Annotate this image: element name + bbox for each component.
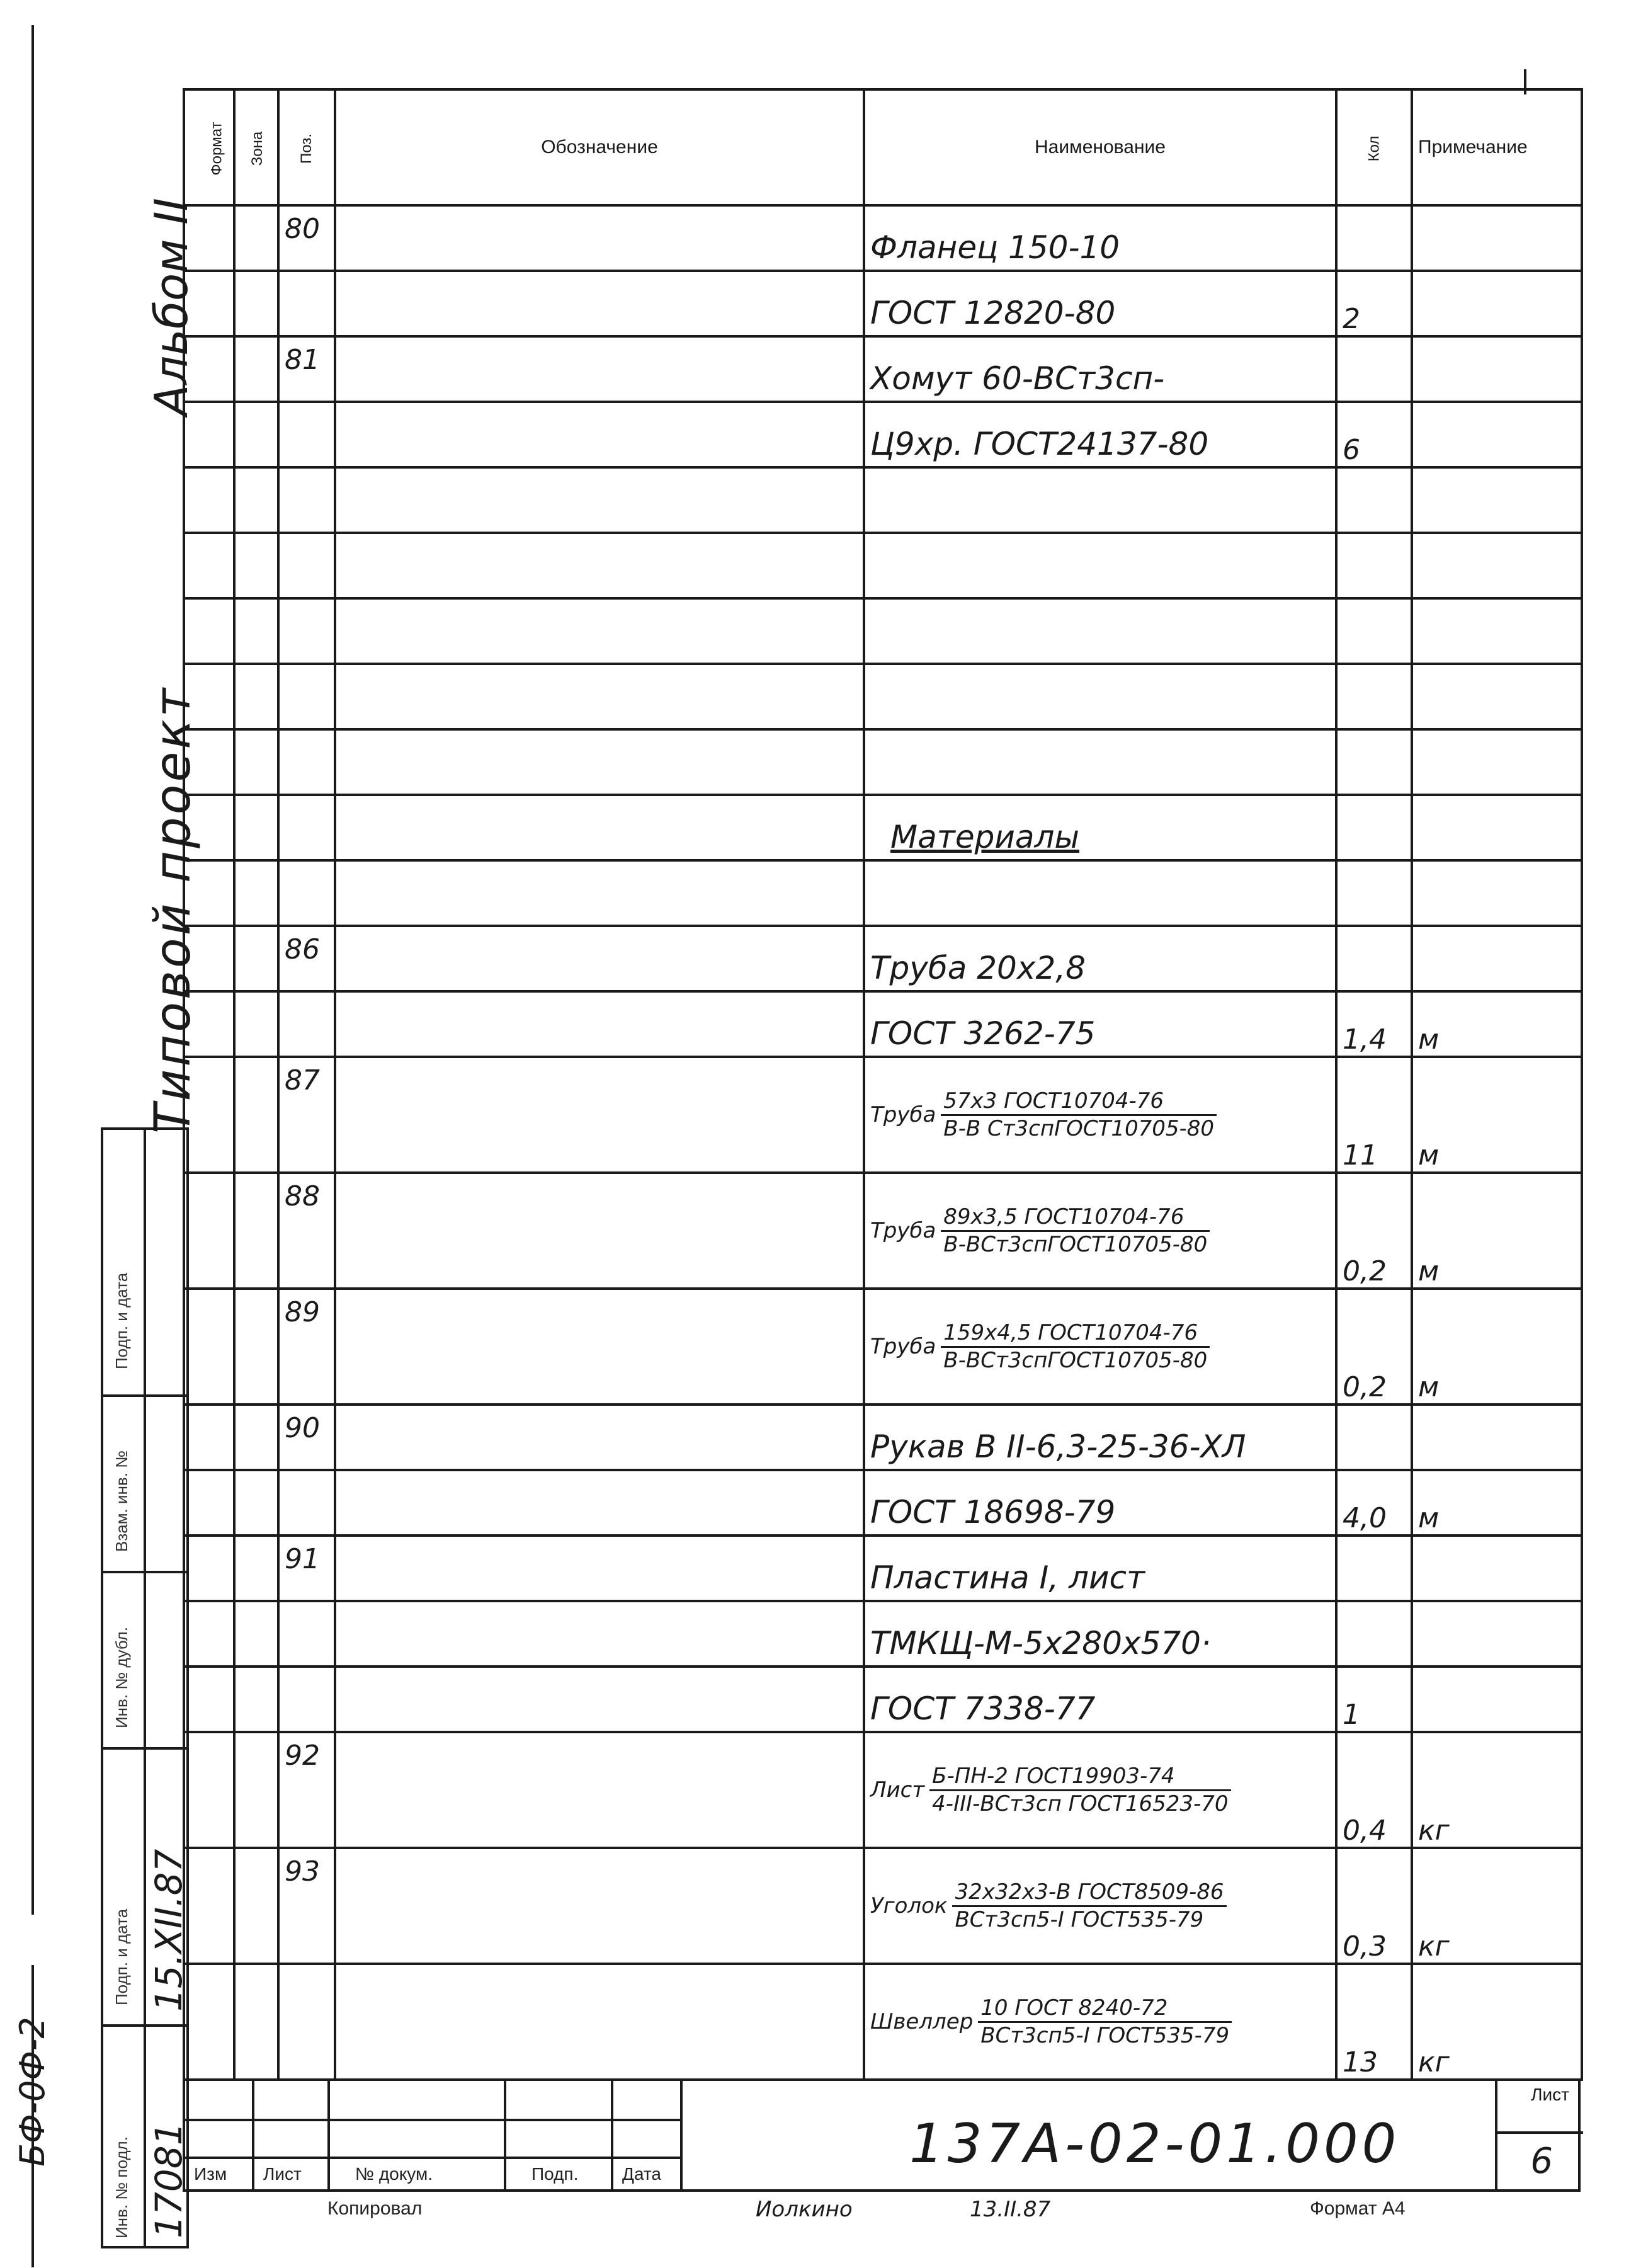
- project-caption: Типовой проект: [145, 685, 202, 1134]
- album-caption: Альбом II: [145, 198, 198, 416]
- footer-copied-label: Копировал: [327, 2198, 423, 2219]
- tb-row-line: [185, 2157, 683, 2159]
- footer-copier-signature: Иолкино: [756, 2197, 853, 2222]
- table-row: 92 Лист $\frac{\text{Б-ПН-2 ГОСТ19903-74}}{\text{4-III-ВСт3сп ГОСТ16523-70}}$ 0,4 кг: [184, 1732, 1582, 1848]
- header-qty: Кол: [1336, 89, 1412, 205]
- tb-label-change: Изм: [194, 2164, 227, 2184]
- table-row: [184, 664, 1582, 729]
- stamp-split-line: [144, 1130, 146, 2246]
- table-row: [184, 729, 1582, 795]
- tb-label-signature: Подп.: [531, 2164, 579, 2184]
- table-row: Ц9хр. ГОСТ24137-80 6: [184, 402, 1582, 467]
- stamp-label-duplicate-inv: Инв. № дубл.: [112, 1626, 131, 1728]
- table-row: [184, 467, 1582, 533]
- header-designation: Обозначение: [335, 89, 864, 205]
- footer-copy-date: 13.II.87: [970, 2197, 1051, 2222]
- header-note: Примечание: [1412, 89, 1582, 205]
- table-row: ТМКЩ-М-5х280х570·: [184, 1601, 1582, 1667]
- table-row: ГОСТ 18698-79 4,0 м: [184, 1470, 1582, 1536]
- table-row: 90 Рукав В II-6,3-25-36-ХЛ: [184, 1405, 1582, 1470]
- table-row: ГОСТ 7338-77 1: [184, 1667, 1582, 1732]
- fraction-item: Уголок $\frac{\text{32х32х3-В ГОСТ8509-86}}{\text{ВСт3сп5-I ГОСТ535-79}}$: [870, 1879, 1227, 1933]
- table-row: ГОСТ 12820-80 2: [184, 271, 1582, 336]
- tb-label-doc-number: № докум.: [355, 2164, 433, 2184]
- fraction-item: Труба $\frac{\text{159х4,5 ГОСТ10704-76}}{\text{В-ВСт3спГОСТ10705-80}}$: [870, 1320, 1210, 1374]
- table-row: [184, 860, 1582, 926]
- header-name: Наименование: [864, 89, 1336, 205]
- table-row: [184, 533, 1582, 598]
- fraction-item: Труба $\frac{\text{57х3 ГОСТ10704-76}}{\text{В-В Ст3спГОСТ10705-80}}$: [870, 1088, 1217, 1142]
- tb-sheet-line: [1495, 2131, 1583, 2134]
- tb-sheet-col: [1495, 2081, 1497, 2189]
- table-row: 91 Пластина I, лист: [184, 1536, 1582, 1601]
- stamp-divider: [103, 1747, 186, 1750]
- table-row: 86 Труба 20х2,8: [184, 926, 1582, 991]
- table-row: 80 Фланец 150-10: [184, 205, 1582, 271]
- stamp-label-replacement-inv: Взам. инв. №: [112, 1450, 131, 1552]
- table-row: 87 Труба $\frac{\text{57х3 ГОСТ10704-76}}{\text{В-В Ст3спГОСТ10705-80}}$ 11 м: [184, 1057, 1582, 1173]
- stamp-divider: [103, 1571, 186, 1573]
- specification-table: [183, 88, 1583, 2081]
- table-row: [184, 598, 1582, 664]
- stamp-label-sign-date-2: Подп. и дата: [112, 1908, 131, 2005]
- table-row: 93 Уголок $\frac{\text{32х32х3-В ГОСТ8509-86}}{\text{ВСт3сп5-I ГОСТ535-79}}$ 0,3 кг: [184, 1848, 1582, 1964]
- title-block: [183, 2078, 1581, 2192]
- fraction-item: Труба $\frac{\text{89х3,5 ГОСТ10704-76}}{\text{В-ВСт3спГОСТ10705-80}}$: [870, 1204, 1210, 1258]
- stamp-label-sign-date: Подп. и дата: [112, 1272, 131, 1369]
- table-row: 89 Труба $\frac{\text{159х4,5 ГОСТ10704-76}}{\text{В-ВСт3спГОСТ10705-80}}$ 0,2 м: [184, 1289, 1582, 1405]
- fraction-item: Лист $\frac{\text{Б-ПН-2 ГОСТ19903-74}}{\text{4-III-ВСт3сп ГОСТ16523-70}}$: [870, 1764, 1231, 1817]
- table-row: Швеллер $\frac{\text{10 ГОСТ 8240-72}}{\text{ВСт3сп5-I ГОСТ535-79}}$ 13 кг: [184, 1964, 1582, 2080]
- table-header-row: [184, 89, 1582, 205]
- sheet-number: 6: [1530, 2141, 1553, 2182]
- table-row: 81 Хомут 60-ВСт3сп-: [184, 336, 1582, 402]
- form-code: БФ-0Ф-2: [13, 2017, 52, 2167]
- tb-row-line: [185, 2119, 683, 2121]
- table-row: 88 Труба $\frac{\text{89х3,5 ГОСТ10704-76}}{\text{В-ВСт3спГОСТ10705-80}}$ 0,2 м: [184, 1173, 1582, 1289]
- document-code: 137А-02-01.000: [909, 2112, 1400, 2175]
- table-row: [184, 795, 1582, 860]
- stamp-signed-date: 15.XII.87: [147, 1849, 190, 2012]
- header-pos: Поз.: [278, 89, 335, 205]
- header-format: Формат: [184, 89, 234, 205]
- fraction-item: Швеллер $\frac{\text{10 ГОСТ 8240-72}}{\text{ВСт3сп5-I ГОСТ535-79}}$: [870, 1995, 1232, 2049]
- stamp-divider: [103, 2024, 186, 2027]
- header-zone: Зона: [234, 89, 278, 205]
- table-row: ГОСТ 3262-75 1,4 м: [184, 991, 1582, 1057]
- left-margin-line: [31, 25, 34, 1915]
- section-heading-materials: Материалы: [864, 795, 1336, 860]
- stamp-inventory-number: 17081: [147, 2122, 190, 2238]
- sheet-label: Лист: [1531, 2085, 1569, 2104]
- tb-label-date: Дата: [622, 2164, 662, 2184]
- stamp-label-original-inv: Инв. № подл.: [112, 2136, 131, 2238]
- tb-label-sheet: Лист: [263, 2164, 302, 2184]
- footer-format: Формат А4: [1310, 2198, 1406, 2219]
- stamp-divider: [103, 1394, 186, 1397]
- approval-stamp-columns: [101, 1127, 189, 2248]
